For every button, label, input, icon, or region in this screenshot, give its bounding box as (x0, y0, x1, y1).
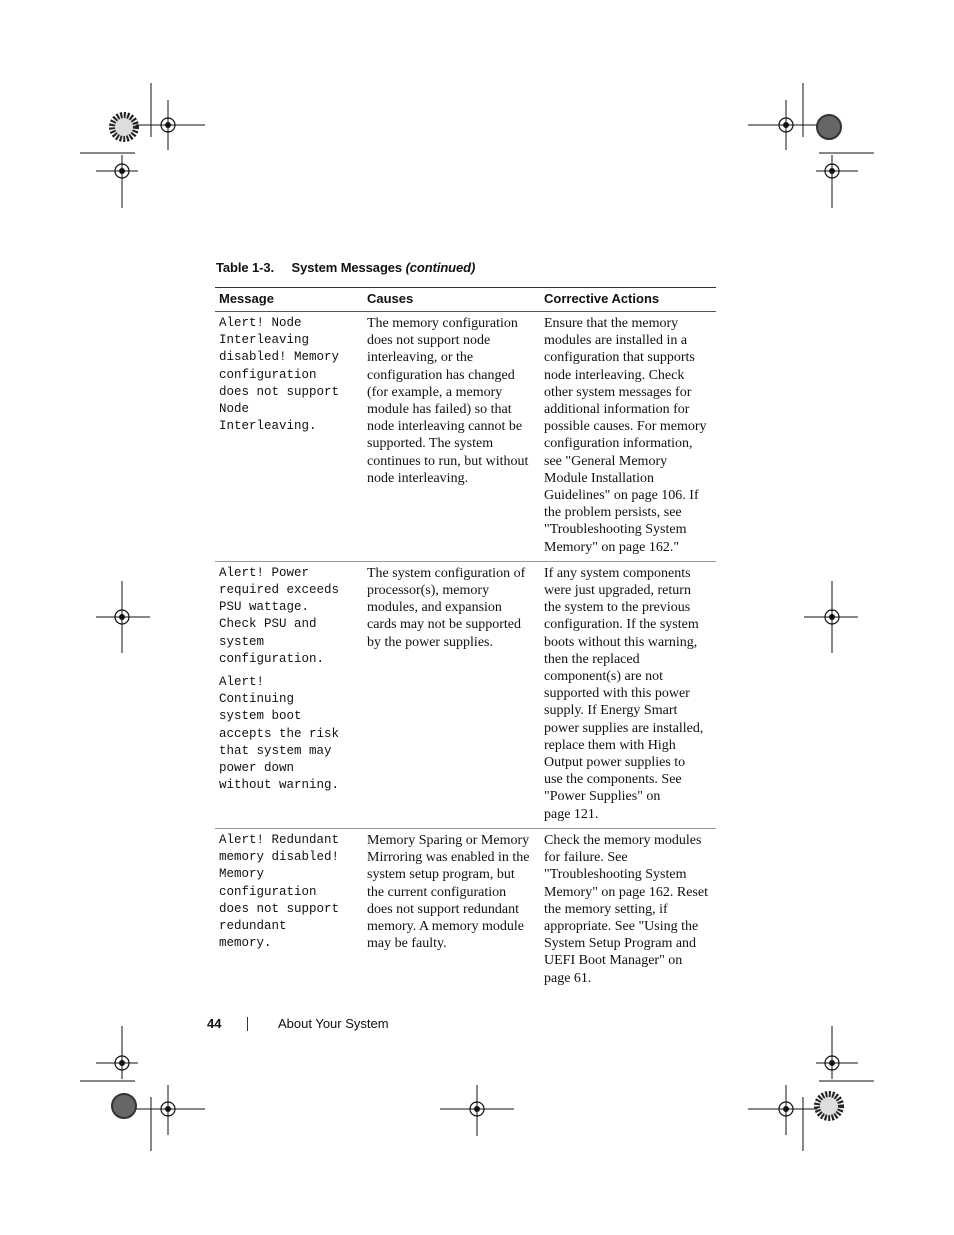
table-title: System Messages (291, 260, 403, 275)
section-title: About Your System (278, 1016, 389, 1031)
message-text: Alert! Node Interleaving disabled! Memory configuration does not support Node Interleaving. (219, 316, 340, 434)
message-text: Alert! Power required exceeds PSU wattage. Check PSU and system configuration. (219, 565, 340, 666)
actions-cell: Check the memory modules for failure. See "Troubleshooting System Memory" on page 162. Reset the memory setting, if appropriate. See "Using the System Setup Program and UEFI Boot Manager" on page 61. (544, 832, 708, 986)
table-continued: (continued) (405, 260, 476, 275)
message-text: Alert! Redundant memory disabled! Memory configuration does not support redundant memory. (219, 832, 340, 951)
message-text: Alert! Continuing system boot accepts the risk that system may power down without warning. (219, 675, 340, 793)
header-causes: Causes (363, 288, 540, 312)
header-message: Message (215, 288, 363, 312)
page-number: 44 (207, 1016, 222, 1031)
actions-cell: If any system components were just upgraded, return the system to the previous configuration. If the system boots without this warning, then the replaced component(s) are not supported with this power supply. If Energy Smart power supplies are installed, replace them with High Output power supplies to use the components. See "Power Supplies" on page 121. (540, 561, 716, 828)
causes-cell: The memory configuration does not support node interleaving, or the configuration has changed (for example, a memory module has failed) so that node interleaving cannot be supported. The system continues to run, but without node interleaving. (363, 312, 540, 562)
causes-cell: Memory Sparing or Memory Mirroring was enabled in the system setup program, but the current configuration does not support redundant memory. A memory module may be faulty. (367, 832, 530, 952)
table-number: Table 1-3. (216, 260, 275, 275)
header-corrective-actions: Corrective Actions (540, 288, 716, 312)
actions-cell: Ensure that the memory modules are installed in a configuration that supports node interleaving. Check other system messages for additional information for possible causes. For memory configuration information, see "General Memory Module Installation Guidelines" on page 106. If the problem persists, see "Troubleshooting System Memory" on page 162." (540, 312, 716, 562)
causes-cell: The system configuration of processor(s), memory modules, and expansion cards may not be supported by the power supplies. (363, 561, 540, 828)
